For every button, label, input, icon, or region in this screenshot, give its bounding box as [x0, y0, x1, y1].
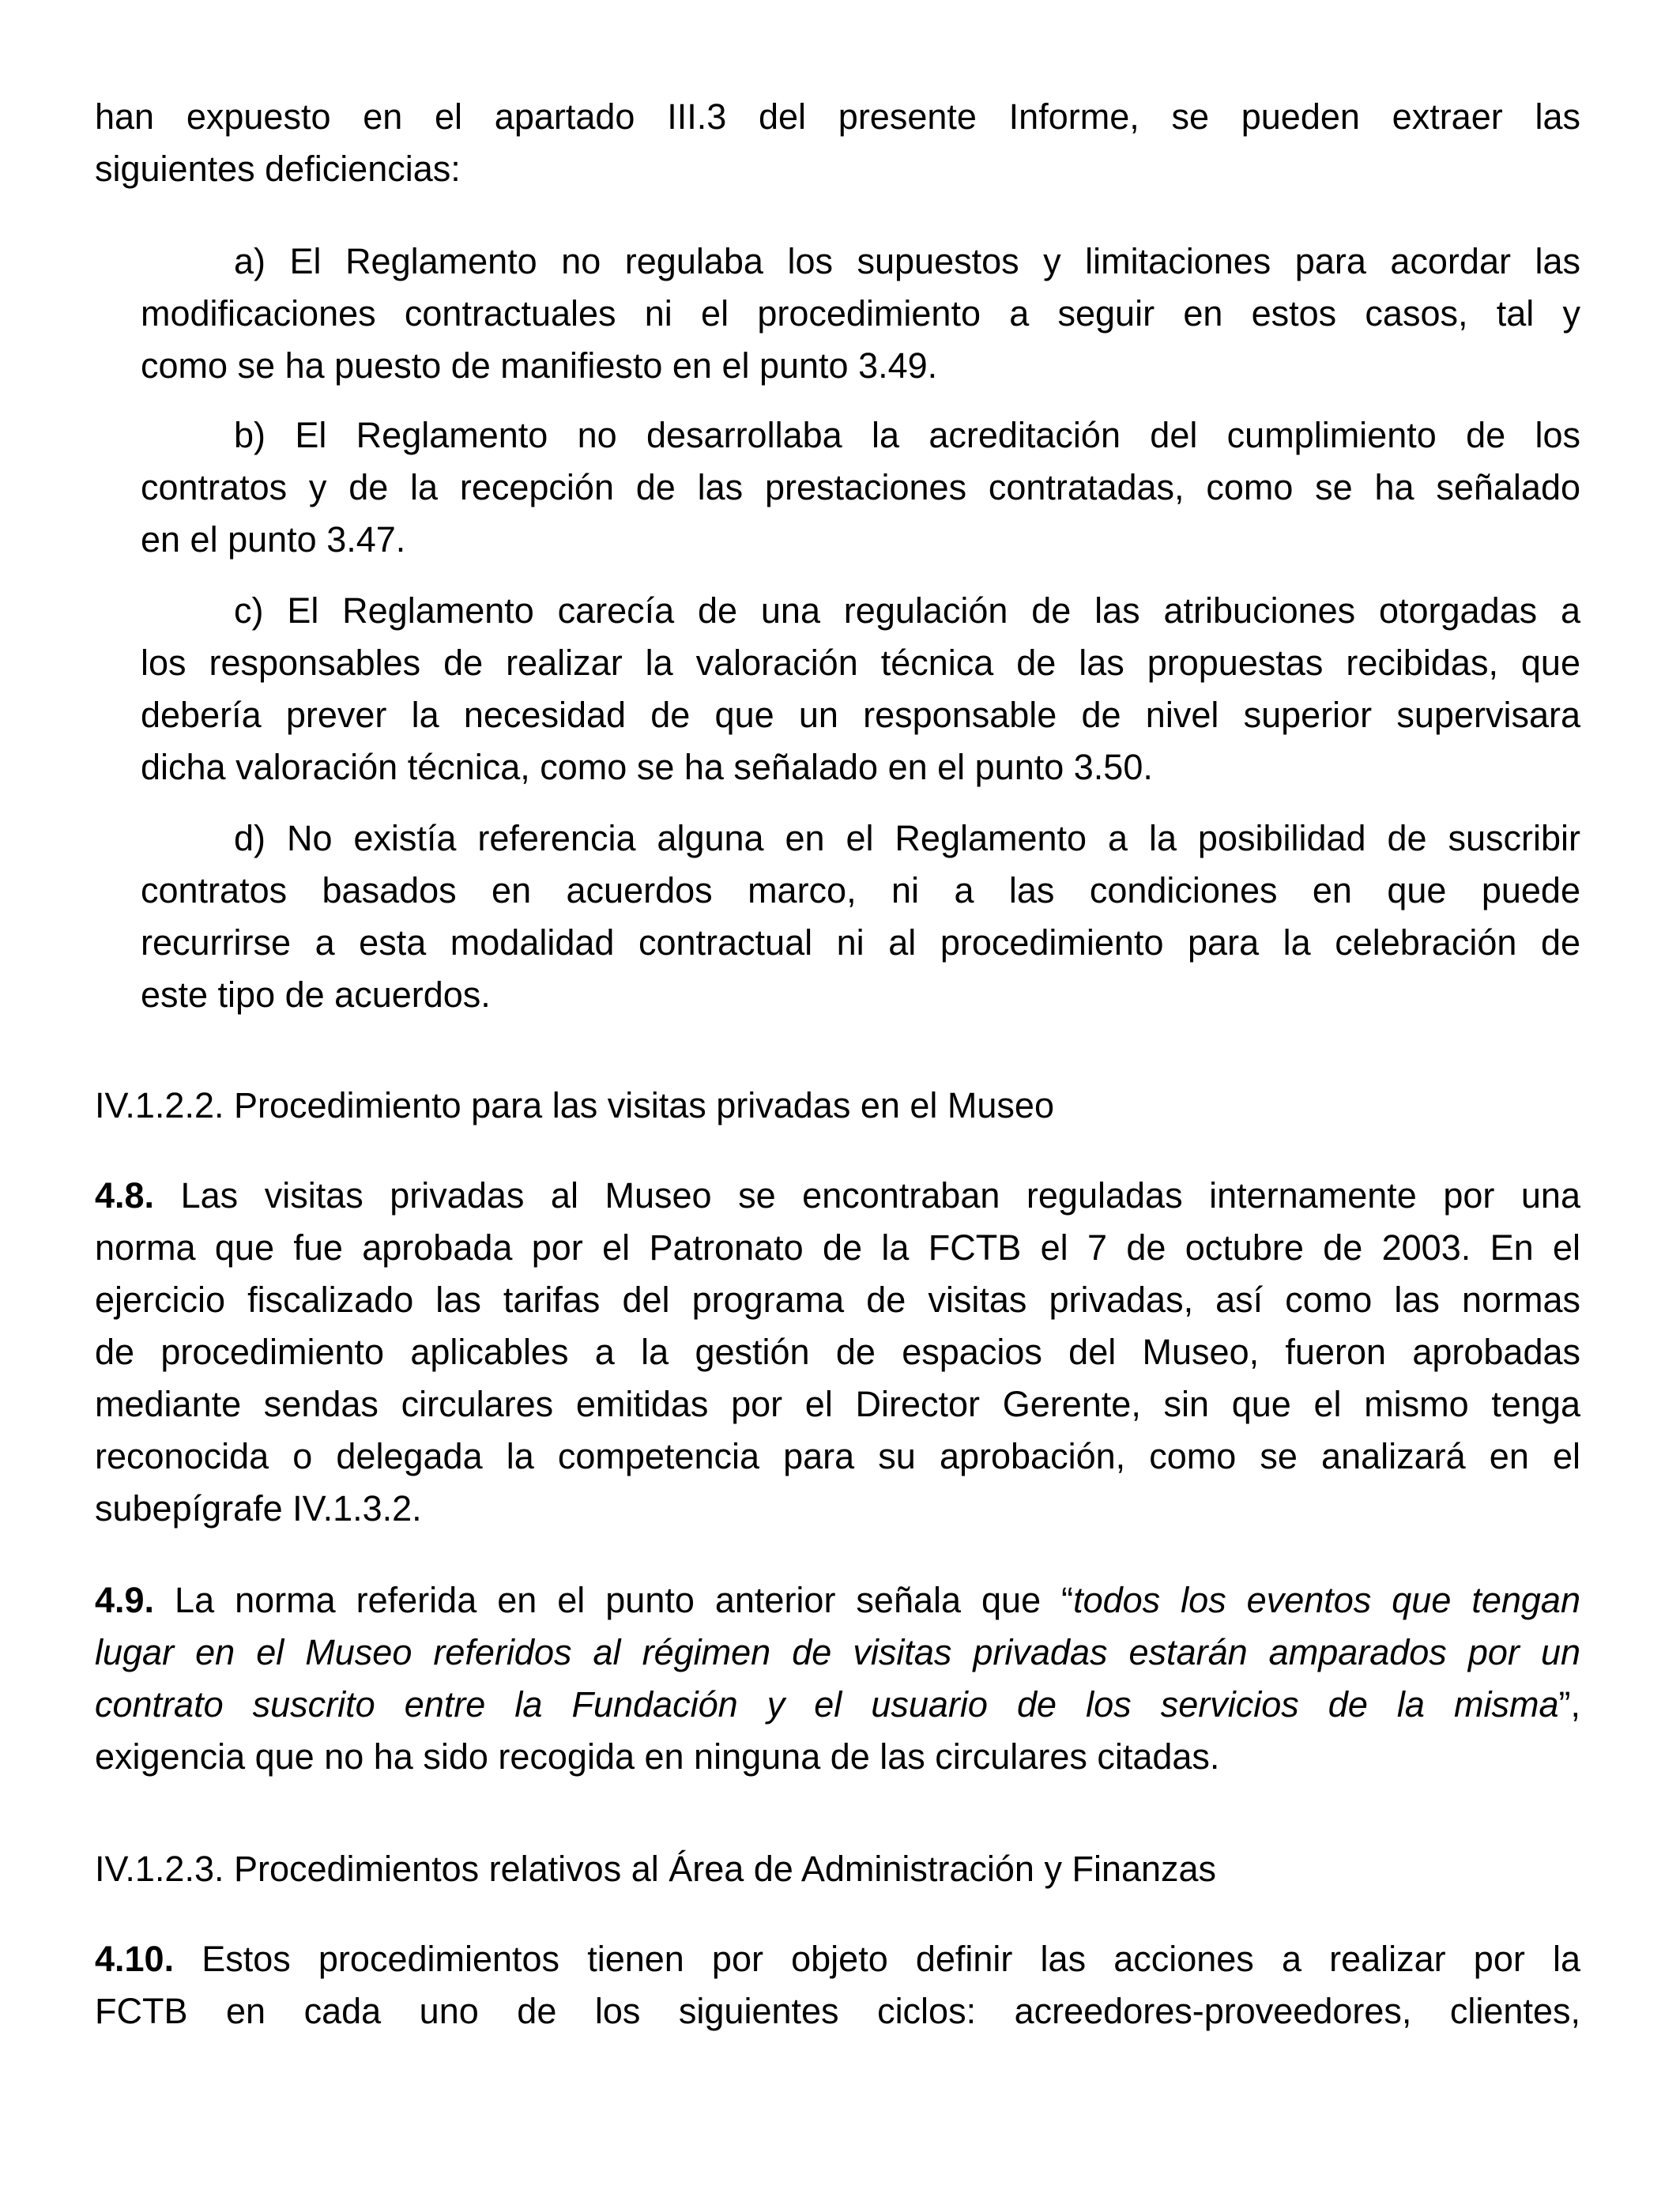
intro-paragraph	[95, 91, 1580, 195]
text-span: La norma referida en el punto anterior señala que “	[154, 1580, 1074, 1620]
text-line: como se ha puesto de manifiesto en el punto 3.49.	[141, 345, 938, 386]
list-item-b	[141, 409, 1580, 566]
paragraph-number: 4.10.	[95, 1939, 175, 1979]
text-line	[95, 1574, 1580, 1627]
text-line	[95, 1679, 1580, 1731]
paragraph-4-9	[95, 1574, 1580, 1783]
text-line: los responsables de realizar la valoración técnica de las propuestas recibidas, que	[141, 643, 1580, 683]
text-line: debería prever la necesidad de que un responsable de nivel superior supervisara	[141, 695, 1580, 735]
text-span: ”,	[1558, 1684, 1580, 1725]
list-item-a	[141, 236, 1580, 392]
text-line: han expuesto en el apartado III.3 del presente Informe, se pueden extraer las	[95, 96, 1580, 137]
text-line: b) El Reglamento no desarrollaba la acreditación del cumplimiento de los	[234, 415, 1580, 455]
text-line: siguientes deficiencias:	[95, 149, 461, 189]
list-item-d	[141, 812, 1580, 1021]
text-line: exigencia que no ha sido recogida en ninguna de las circulares citadas.	[95, 1736, 1220, 1777]
text-line: este tipo de acuerdos.	[141, 974, 491, 1015]
text-line	[95, 1933, 1580, 1985]
paragraph-number: 4.8.	[95, 1175, 155, 1216]
paragraph-4-10	[95, 1933, 1580, 2038]
quoted-text: contrato suscrito entre la Fundación y el usuario de los servicios de la misma	[95, 1684, 1559, 1725]
list-item-c	[141, 585, 1580, 794]
text-line: FCTB en cada uno de los siguientes ciclos: acreedores-proveedores, clientes,	[95, 1991, 1580, 2031]
text-line: mediante sendas circulares emitidas por el Director Gerente, sin que el mismo tenga	[95, 1384, 1580, 1424]
text-line: contratos basados en acuerdos marco, ni a las condiciones en que puede	[141, 870, 1580, 910]
section-heading: IV.1.2.2. Procedimiento para las visitas privadas en el Museo	[95, 1085, 1054, 1125]
text-line: reconocida o delegada la competencia para su aprobación, como se analizará en el	[95, 1436, 1580, 1476]
text-line: en el punto 3.47.	[141, 519, 406, 560]
quoted-text: lugar en el Museo referidos al régimen de visitas privadas estarán amparados por un	[95, 1632, 1580, 1672]
text-line: c) El Reglamento carecía de una regulación de las atribuciones otorgadas a	[234, 590, 1580, 631]
text-line	[95, 1170, 1580, 1222]
text-line: subepígrafe IV.1.3.2.	[95, 1488, 422, 1529]
text-span: Las visitas privadas al Museo se encontraban reguladas internamente por una	[154, 1175, 1580, 1216]
paragraph-4-8	[95, 1170, 1580, 1535]
text-line: recurrirse a esta modalidad contractual ni al procedimiento para la celebración de	[141, 922, 1580, 963]
text-line: ejercicio fiscalizado las tarifas del programa de visitas privadas, así como las normas	[95, 1280, 1580, 1320]
text-line: d) No existía referencia alguna en el Reglamento a la posibilidad de suscribir	[234, 818, 1580, 858]
text-line: a) El Reglamento no regulaba los supuestos y limitaciones para acordar las	[234, 241, 1580, 281]
text-line: dicha valoración técnica, como se ha señalado en el punto 3.50.	[141, 747, 1153, 787]
paragraph-number: 4.9.	[95, 1580, 155, 1620]
quoted-text: todos los eventos que tengan	[1073, 1580, 1580, 1620]
text-span: Estos procedimientos tienen por objeto definir las acciones a realizar por la	[174, 1939, 1580, 1979]
text-line: modificaciones contractuales ni el procedimiento a seguir en estos casos, tal y	[141, 293, 1580, 334]
section-heading: IV.1.2.3. Procedimientos relativos al Área de Administración y Finanzas	[95, 1849, 1217, 1889]
text-line: contratos y de la recepción de las prestaciones contratadas, como se ha señalado	[141, 467, 1580, 507]
text-line: norma que fue aprobada por el Patronato de la FCTB el 7 de octubre de 2003. En el	[95, 1227, 1580, 1268]
text-line: de procedimiento aplicables a la gestión de espacios del Museo, fueron aprobadas	[95, 1332, 1580, 1372]
